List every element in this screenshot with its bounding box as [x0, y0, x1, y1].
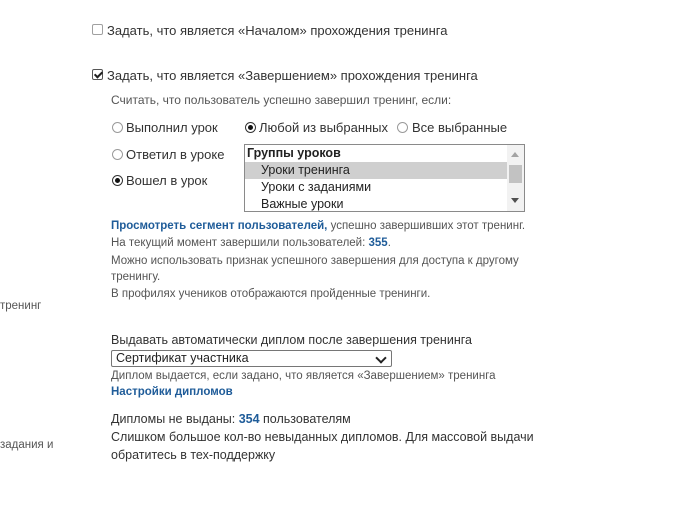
radio-answered-lesson-label[interactable]: Ответил в уроке	[126, 147, 225, 162]
not-issued-prefix: Дипломы не выданы:	[111, 412, 239, 426]
finish-checkbox[interactable]	[92, 69, 103, 80]
segment-link-suffix: успешно завершивших этот тренинг.	[327, 220, 526, 232]
view-segment-link[interactable]: Просмотреть сегмент пользователей,	[111, 220, 328, 232]
warning-line2: обратитесь в тех-поддержку	[111, 448, 276, 462]
radio-answered-lesson[interactable]	[112, 149, 123, 160]
segment-note-line3: В профилях учеников отображаются пройденные тренинги.	[111, 288, 431, 300]
radio-any-selected[interactable]	[245, 122, 256, 133]
diploma-select[interactable]	[111, 350, 392, 367]
segment-line	[111, 220, 525, 232]
diploma-title: Выдавать автоматически диплом после завершения тренинга	[111, 333, 472, 347]
start-checkbox[interactable]	[92, 24, 103, 35]
radio-any-selected-label[interactable]: Любой из выбранных	[259, 120, 389, 135]
listbox-option-task-lessons[interactable]: Уроки с заданиями	[261, 180, 372, 194]
completed-count: 355	[368, 237, 388, 249]
radio-entered-lesson-label[interactable]: Вошел в урок	[126, 173, 208, 188]
radio-all-selected-label[interactable]: Все выбранные	[412, 120, 508, 135]
not-issued-count: 354	[238, 412, 260, 426]
scroll-down-arrow-icon[interactable]	[511, 198, 519, 203]
radio-all-selected[interactable]	[397, 122, 408, 133]
completed-period: .	[387, 237, 391, 249]
listbox-option-important-lessons[interactable]: Важные уроки	[261, 197, 344, 211]
lessons-listbox[interactable]	[244, 144, 525, 212]
start-checkbox-label[interactable]: Задать, что является «Началом» прохождения тренинга	[107, 23, 448, 38]
chevron-down-icon	[375, 352, 386, 363]
diploma-hint: Диплом выдается, если задано, что является «Завершением» тренинга	[111, 370, 496, 382]
diploma-select-value: Сертификат участника	[116, 351, 249, 365]
diplomas-not-issued-line	[111, 412, 351, 426]
left-label-tasks: задания и	[0, 439, 54, 451]
listbox-scrollbar[interactable]	[507, 145, 524, 211]
scroll-thumb[interactable]	[509, 165, 522, 183]
segment-note-line1: Можно использовать признак успешного завершения для доступа к другому	[111, 255, 519, 267]
left-label-training: тренинг	[0, 300, 42, 312]
completed-line	[111, 237, 391, 249]
finish-checkbox-label[interactable]: Задать, что является «Завершением» прохождения тренинга	[107, 68, 478, 83]
finish-hint: Считать, что пользователь успешно завершил тренинг, если:	[111, 93, 452, 107]
listbox-option-training-lessons[interactable]: Уроки тренинга	[245, 162, 521, 179]
listbox-group-header: Группы уроков	[247, 146, 341, 160]
diploma-settings-link[interactable]: Настройки дипломов	[111, 386, 233, 398]
completed-prefix: На текущий момент завершили пользователей:	[111, 237, 369, 249]
radio-completed-lesson[interactable]	[112, 122, 123, 133]
radio-entered-lesson[interactable]	[112, 175, 123, 186]
radio-completed-lesson-label[interactable]: Выполнил урок	[126, 120, 218, 135]
not-issued-suffix: пользователям	[259, 412, 351, 426]
warning-line1: Слишком большое кол-во невыданных дипломов. Для массовой выдачи	[111, 430, 534, 444]
segment-note-line2: тренингу.	[111, 271, 161, 283]
scroll-up-arrow-icon[interactable]	[511, 152, 519, 157]
